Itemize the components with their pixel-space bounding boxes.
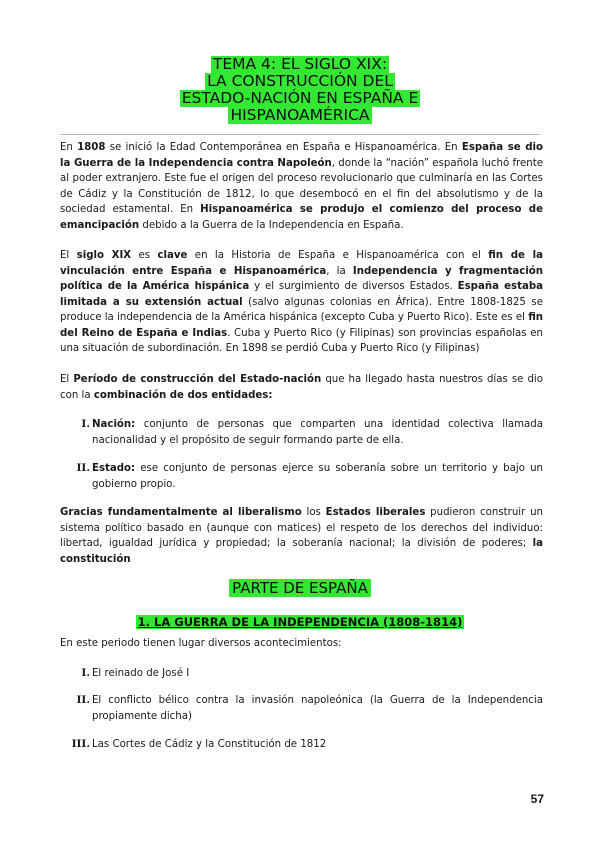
- title-line-1: TEMA 4: EL SIGLO XIX:: [212, 55, 388, 73]
- list-numeral: I.: [81, 667, 90, 679]
- list-numeral: III.: [71, 738, 90, 750]
- subsection-title: 1. LA GUERRA DE LA INDEPENDENCIA (1808-1814): [137, 615, 463, 629]
- list-numeral: II.: [76, 462, 90, 474]
- section-title: PARTE DE ESPAÑA: [0, 578, 600, 597]
- entity-item-nacion: I. Nación: conjunto de personas que comparten una identidad colectiva llamada nacionalidad y el propósito de seguir formando parte de ella.: [60, 417, 543, 448]
- title-line-2: LA CONSTRUCCIÓN DEL: [207, 72, 393, 90]
- entity-item-estado: II. Estado: ese conjunto de personas ejerce su soberanía sobre un territorio y bajo un gobierno propio.: [60, 461, 543, 492]
- section-lead: En este periodo tienen lugar diversos acontecimientos:: [60, 638, 342, 649]
- event-item-3: III. Las Cortes de Cádiz y la Constitución de 1812: [60, 737, 543, 753]
- title-line-4: HISPANOAMÉRICA: [230, 106, 370, 124]
- intro-paragraph-3: El Período de construcción del Estado-nación que ha llegado hasta nuestros días se dio con la combinación de dos entidades:: [60, 374, 543, 401]
- event-item-1: I. El reinado de José I: [60, 666, 543, 682]
- intro-paragraph-4: Gracias fundamentalmente al liberalismo los Estados liberales pudieron construir un sistema político basado en (aunque con matices) el respeto de los derechos del individuo: libertad, igualdad jurídica y propiedad; la soberanía nacional; la división de poderes; la constitución: [60, 507, 543, 565]
- item-label: Estado:: [92, 463, 136, 474]
- list-numeral: II.: [76, 694, 90, 706]
- document-title: [0, 54, 600, 122]
- page-number: 57: [530, 792, 544, 806]
- title-line-3: ESTADO-NACIÓN EN ESPAÑA E: [181, 89, 419, 107]
- list-numeral: I.: [81, 418, 90, 430]
- event-item-2: II. El conflicto bélico contra la invasión napoleónica (la Guerra de la Independencia propiamente dicha): [60, 693, 543, 724]
- item-label: Nación:: [92, 419, 136, 430]
- intro-paragraph-1: En 1808 se inició la Edad Contemporánea en España e Hispanoamérica. En España se dio la Guerra de la Independencia contra Napoleón, donde la “nación” española luchó frente al poder extranjero. Este fue el origen del proceso revolucionario que culminaría en las Cortes de Cádiz y la Constitución de 1812, lo que desembocó en el fin del absolutismo y de la sociedad estamental. En Hispanoamérica se produjo el comienzo del proceso de emancipación debido a la Guerra de la Independencia en España.: [60, 142, 543, 231]
- intro-paragraph-2: El siglo XIX es clave en la Historia de España e Hispanoamérica con el fin de la vinculación entre España e Hispanoamérica, la Independencia y fragmentación política de la América hispánica y el surgimiento de diversos Estados. España estaba limitada a su extensión actual (salvo algunas colonias en África). Entre 1808-1825 se produce la independencia de la América hispánica (excepto Cuba y Puerto Rico). Este es el fin del Reino de España e Indias. Cuba y Puerto Rico (y Filipinas) son provincias españolas en una situación de subordinación. En 1898 se perdió Cuba y Puerto Rico (y Filipinas): [60, 250, 543, 354]
- title-divider: [60, 134, 540, 135]
